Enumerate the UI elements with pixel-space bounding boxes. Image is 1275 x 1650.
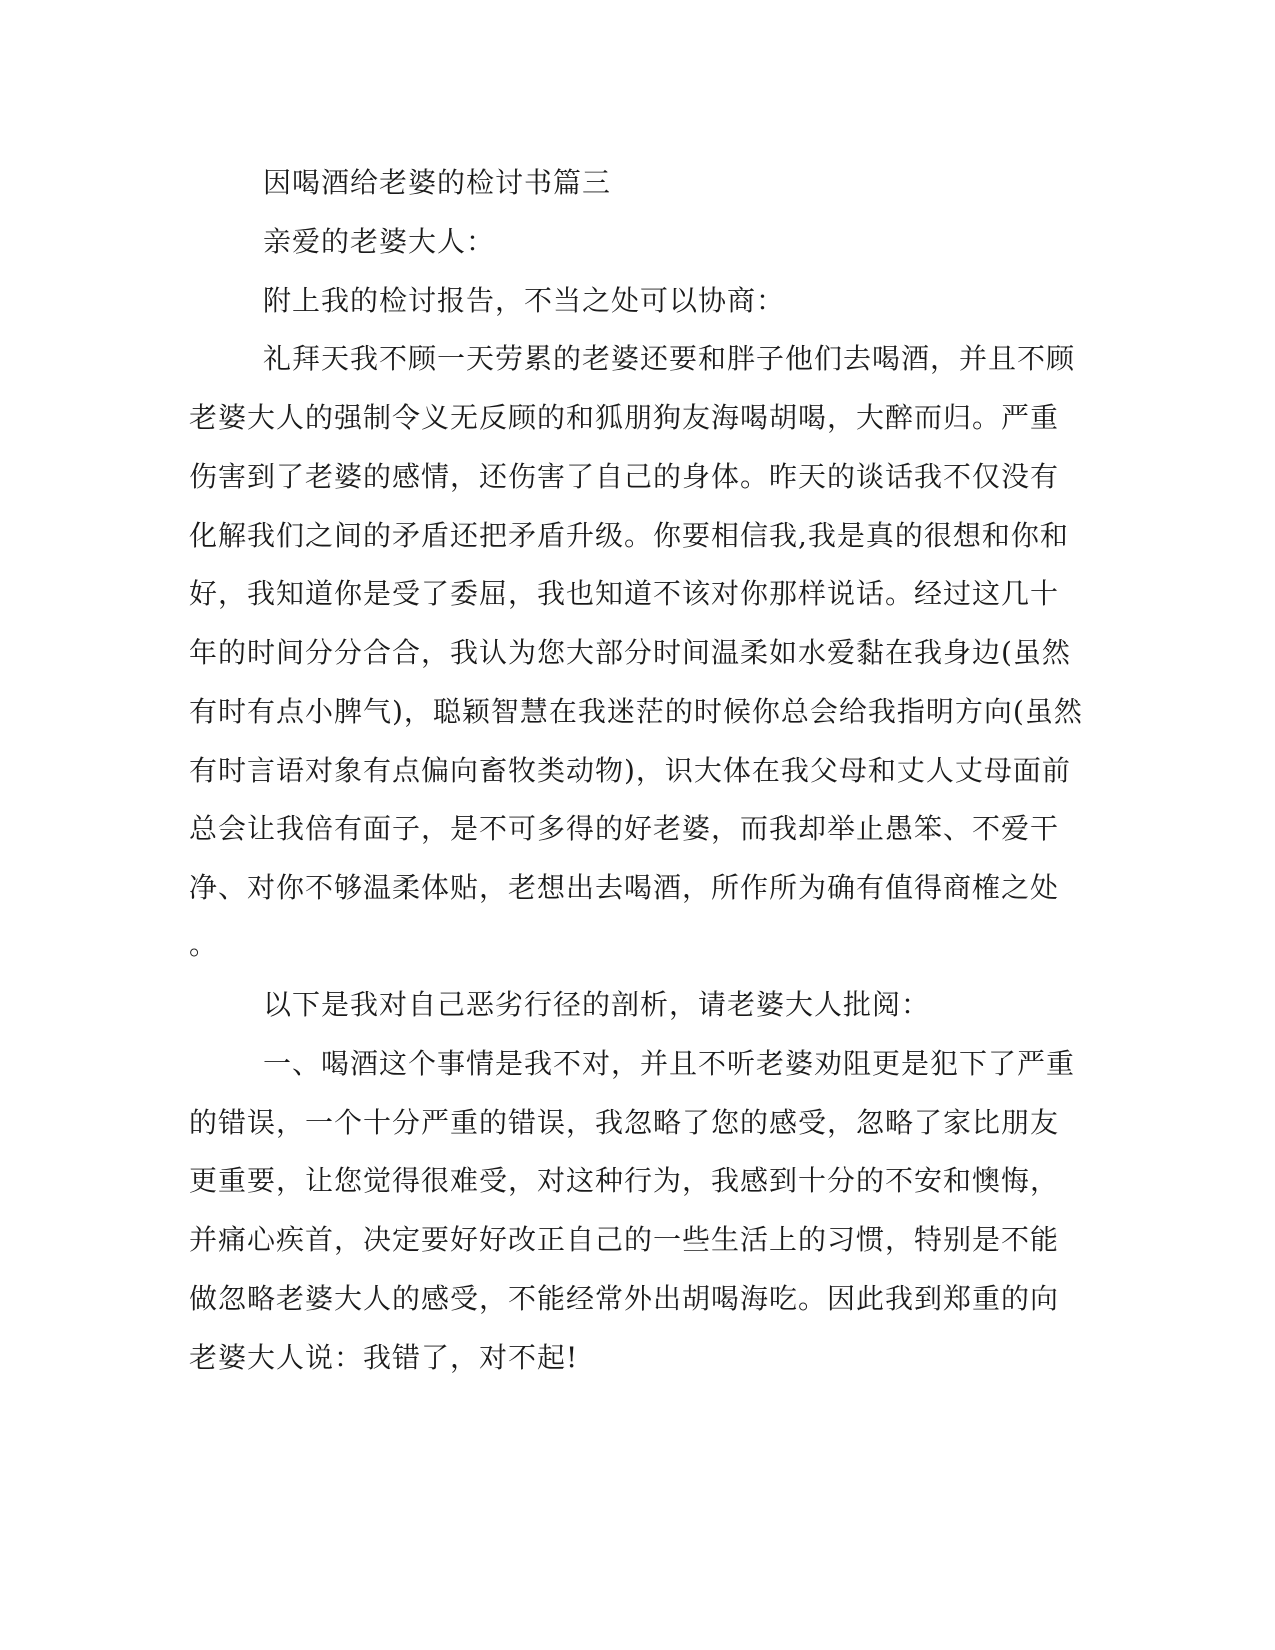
paragraph-line: 做忽略老婆大人的感受，不能经常外出胡喝海吃。因此我到郑重的向	[189, 1282, 1060, 1315]
paragraph-line: 。	[189, 928, 219, 961]
paragraph-line: 好，我知道你是受了委屈，我也知道不该对你那样说话。经过这几十	[189, 577, 1060, 610]
paragraph-line: 伤害到了老婆的感情，还伤害了自己的身体。昨天的谈话我不仅没有	[189, 460, 1060, 493]
paragraph-line: 一、喝酒这个事情是我不对，并且不听老婆劝阻更是犯下了严重	[263, 1047, 1076, 1080]
paragraph-line: 老婆大人说：我错了，对不起!	[189, 1341, 579, 1374]
paragraph-line: 更重要，让您觉得很难受，对这种行为，我感到十分的不安和懊悔，	[189, 1164, 1060, 1197]
paragraph-line: 有时言语对象有点偏向畜牧类动物)，识大体在我父母和丈人丈母面前	[189, 754, 1071, 787]
paragraph-line: 净、对你不够温柔体贴，老想出去喝酒，所作所为确有值得商榷之处	[189, 871, 1060, 904]
paragraph-line: 年的时间分分合合，我认为您大部分时间温柔如水爱黏在我身边(虽然	[189, 636, 1071, 669]
paragraph-line: 的错误，一个十分严重的错误，我忽略了您的感受，忽略了家比朋友	[189, 1106, 1060, 1139]
paragraph-line: 总会让我倍有面子，是不可多得的好老婆，而我却举止愚笨、不爱干	[189, 812, 1060, 845]
paragraph-line: 有时有点小脾气)，聪颖智慧在我迷茫的时候你总会给我指明方向(虽然	[189, 695, 1083, 728]
document-title: 因喝酒给老婆的检讨书篇三	[263, 166, 612, 199]
salutation: 亲爱的老婆大人：	[263, 225, 496, 258]
paragraph-2: 以下是我对自己恶劣行径的剖析，请老婆大人批阅：	[263, 988, 931, 1021]
intro-line: 附上我的检讨报告，不当之处可以协商：	[263, 284, 786, 317]
paragraph-line: 化解我们之间的矛盾还把矛盾升级。你要相信我,我是真的很想和你和	[189, 519, 1069, 552]
paragraph-line: 并痛心疾首，决定要好好改正自己的一些生活上的习惯，特别是不能	[189, 1223, 1060, 1256]
paragraph-line: 礼拜天我不顾一天劳累的老婆还要和胖子他们去喝酒，并且不顾	[263, 342, 1076, 375]
paragraph-line: 老婆大人的强制令义无反顾的和狐朋狗友海喝胡喝，大醉而归。严重	[189, 401, 1060, 434]
